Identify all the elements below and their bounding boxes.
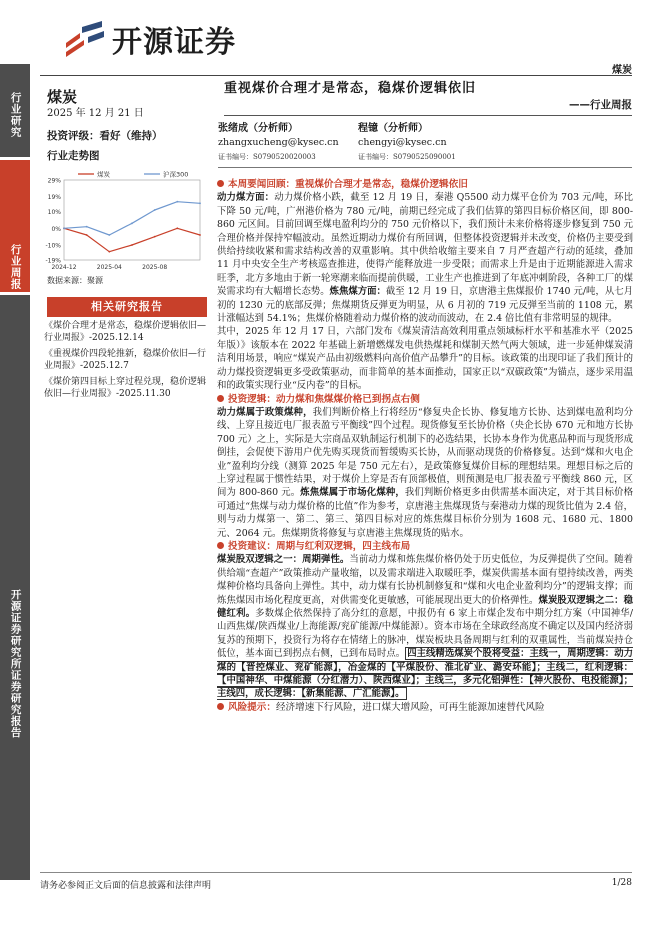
data-point bbox=[108, 234, 110, 236]
risk-text: 经济增速下行风险，进口煤大增风险，可再生能源加速替代风险 bbox=[275, 701, 545, 713]
risk-heading-text: 风险提示： bbox=[228, 701, 276, 713]
bold-lead: 煤炭股双逻辑之二：稳健红利。 bbox=[217, 594, 633, 619]
report-body bbox=[217, 178, 633, 714]
y-tick-label: 10% bbox=[47, 209, 61, 217]
bullet-icon bbox=[217, 703, 224, 710]
analyst-email[interactable]: zhangxucheng@kysec.cn bbox=[218, 137, 339, 148]
data-point bbox=[63, 227, 65, 229]
analyst-cert: 证书编号：S0790525090001 bbox=[358, 153, 456, 161]
title-divider bbox=[224, 115, 632, 116]
logo-mark-icon bbox=[62, 19, 106, 59]
analyst-name: 张绪成（分析师） bbox=[218, 123, 298, 134]
data-point bbox=[199, 234, 201, 236]
bold-lead: 煤炭股双逻辑之一：周期弹性。 bbox=[217, 554, 350, 566]
bullet-icon bbox=[217, 180, 224, 187]
x-tick-label: 2025-08 bbox=[142, 264, 168, 271]
paragraph-text: 多数煤企依然保持了高分红的意愿，中报仍有 6 家上市煤企发布中期分红方案（中国神华/山西焦煤/陕西煤业/上海能源/兖矿能源/中煤能源）。资本市场在全球政经高度不确定以及国内经济弱复苏的预期下，投资行为将存在情绪上的脉冲，煤炭板块具备周期与红利的双重属性，当前煤炭持仓低位，基本面已到拐点右侧，已到布局时点。 bbox=[217, 608, 633, 660]
data-point bbox=[199, 202, 201, 204]
highlight-box: 四主线精选煤炭个股将受益：主线一，周期逻辑：动力煤的【晋控煤业、兖矿能源】，冶金煤的【平煤股份、淮北矿业、潞安环能】；主线二，红利逻辑：【中国神华、中煤能源（分红潜力）、陕西煤业】；主线三，多元化铝弹性：【神火股份、电投能源】；主线四，成长逻辑：【新集能源、广汇能源】。 bbox=[217, 648, 633, 700]
paragraph-text: 动力煤价格小跌，截至 12 月 19 日，秦港 Q5500 动力煤平仓价为 703 元/吨，环比下降 50 元/吨，广州港价格为 780 元/吨，前期已经完成了我们估算的第四目标价格区间，即 800-860 元区间。目前回调至煤电盈利均分的 750 元价格以下，我们预计未来价格将逐步修复到 750 元合理价格并保持窄幅波动。虽然近期动力煤价有所回调，但整体投资逻辑并未改变，价格仍主要受到供给持续收紧和需求结构改善的双重影响。其中供给收缩主要来自 7 月严查超产行动的延续，叠加 11 月中央安全生产考核巡查推进，使得产能释放进一步受限；而需求上升是由于近期能源进入需求旺季，北方多地由于新一轮寒潮来临而提前供暖，工业生产也推进到了年底冲刺阶段，各种工厂的煤炭需求均有大幅增长态势。 bbox=[217, 192, 633, 298]
sidebar-label: 行业研究 bbox=[9, 92, 22, 138]
section-heading-text: 本周要闻回顾：重视煤价合理才是常态，稳煤价逻辑依旧 bbox=[228, 179, 468, 190]
trend-chart-title: 行业走势图 bbox=[47, 150, 100, 162]
related-reports-title: 相关研究报告 bbox=[47, 297, 207, 317]
report-date: 2025 年 12 月 21 日 bbox=[47, 108, 144, 119]
data-point bbox=[131, 244, 133, 246]
data-point bbox=[86, 234, 88, 236]
section-heading bbox=[217, 393, 633, 406]
sidebar-label: 开源证券研究所证券研究报告 bbox=[9, 588, 22, 739]
paragraph-text: 当前动力煤和炼焦煤价格仍处于历史低位，为反弹提供了空间。随着供给端“查超产”政策推动产量收缩，以及需求端进入取暖旺季，煤炭供需基本面有望持续改善，两类煤种价格均具备向上弹性。其中，动力煤有长协机制修复和“煤和火电企业盈利均分”的逻辑支撑；而炼焦煤因市场化程度更高，对供需变化更敏感，可能展现出更大的价格弹性。 bbox=[217, 554, 633, 606]
sidebar-industry-research bbox=[0, 64, 30, 157]
plot-frame bbox=[64, 180, 200, 260]
paragraph-text: 我们判断价格更多由供需基本面决定，对于其目标价格可通过“焦煤与动力煤价格的比值”作为参考，京唐港主焦煤现货与秦港动力煤的现货比值为 2.4 倍，则与动力煤第一、第二、第三、第四目标对应的炼焦煤目标价分别为 1608 元、1680 元、1800 元、2064 元。焦煤期货将修复与京唐港主焦煤现货的贴水。 bbox=[217, 487, 633, 539]
trend-chart-svg bbox=[40, 168, 206, 274]
section-heading bbox=[217, 540, 633, 553]
series-line-coal bbox=[64, 228, 200, 251]
chart-source: 数据来源：聚源 bbox=[47, 276, 103, 285]
sidebar-weekly bbox=[0, 160, 30, 292]
y-tick-label: 19% bbox=[47, 194, 61, 202]
bold-lead: 动力煤属于政策煤种， bbox=[217, 406, 313, 418]
related-report-item[interactable]: 《煤价合理才是常态，稳煤价逻辑依旧—行业周报》-2025.12.14 bbox=[44, 321, 207, 343]
y-tick-label: -10% bbox=[45, 242, 61, 250]
y-tick-label: -19% bbox=[45, 257, 61, 265]
data-point bbox=[131, 222, 133, 224]
analyst-email[interactable]: chengyi@kysec.cn bbox=[358, 137, 447, 148]
data-point bbox=[154, 209, 156, 211]
report-title: 重视煤价合理才是常态，稳煤价逻辑依旧 bbox=[224, 81, 477, 96]
investment-rating: 投资评级：看好（维持） bbox=[47, 130, 163, 142]
trend-chart bbox=[40, 168, 206, 288]
related-reports-list bbox=[44, 320, 210, 404]
analyst-card bbox=[218, 122, 339, 164]
header-category: 煤炭 bbox=[612, 65, 632, 76]
data-point bbox=[86, 226, 88, 228]
sidebar-label: 行业周报 bbox=[9, 244, 22, 290]
footer-divider bbox=[40, 872, 632, 873]
industry-title: 煤炭 bbox=[47, 88, 78, 106]
data-point bbox=[154, 236, 156, 238]
legend-label: 沪深300 bbox=[163, 170, 189, 179]
paragraph bbox=[217, 553, 633, 700]
paragraph-text: 我们判断价格上行将经历“修复央企长协、修复地方长协、达到煤电盈利均分线、上穿且接近电厂报表盈亏平衡线”四个过程。现货修复至长协价格（央企长协 670 元和地方长协 700 元）之上，实际是大宗商品双轨制运行机制下的必选结果，长协本身作为优惠品种而与现货形成倒挂，会促使下游用户优先购买现货而暂缓购买长协，从而驱动现货的价格修复。达到“煤和火电企业”盈利均分线（测算 2025 年是 750 元左右），是政策修复煤价目标的理想结果。理想目标之后的上穿过程属于惯性结果，对于煤价上穿是否有顶部极值，则预测是电厂报表盈亏平衡线 860 元，区间为 800-860 元。 bbox=[217, 406, 633, 499]
legend-label: 煤炭 bbox=[97, 170, 110, 179]
related-report-item[interactable]: 《煤价第四目标上穿过程兑现，稳价逻辑依旧—行业周报》-2025.11.30 bbox=[44, 377, 207, 399]
analyst-name: 程镱（分析师） bbox=[358, 123, 428, 134]
data-point bbox=[176, 201, 178, 203]
logo-text: 开源证券 bbox=[112, 25, 236, 60]
page-number: 1/28 bbox=[611, 878, 632, 888]
bullet-icon bbox=[217, 395, 224, 402]
bold-lead: 炼焦煤属于市场化煤种， bbox=[300, 487, 405, 499]
paragraph bbox=[217, 406, 633, 540]
paragraph-text: 截至 12 月 19 日，京唐港主焦煤报价 1740 元/吨，从七月初的 1230 元的底部反弹；焦煤期货反弹更为明显，从 6 月初的 719 元反弹至当前的 1108 元，累计涨幅达到 54.1%；焦煤价格随着动力煤价格的波动而波动，在 2.4 倍比值有非常明显的规律。 bbox=[217, 286, 633, 325]
analyst-divider bbox=[218, 167, 632, 168]
sidebar-securities bbox=[0, 295, 30, 880]
data-point bbox=[108, 251, 110, 253]
related-report-item[interactable]: 《重视煤价四段轮推新，稳煤价依旧—行业周报》-2025.12.7 bbox=[44, 349, 207, 371]
section-heading-text: 投资逻辑：动力煤和焦煤煤价格已到拐点右侧 bbox=[228, 393, 420, 405]
bold-lead: 炼焦煤方面： bbox=[329, 286, 386, 298]
header-divider bbox=[40, 75, 632, 76]
section-heading bbox=[217, 178, 633, 191]
risk-heading bbox=[217, 701, 633, 714]
analyst-cert: 证书编号：S0790520020003 bbox=[218, 153, 316, 161]
y-tick-label: 29% bbox=[47, 177, 61, 185]
bullet-icon bbox=[217, 542, 224, 549]
y-tick-label: 0% bbox=[51, 225, 61, 233]
paragraph: 其中，2025 年 12 月 17 日，六部门发布《煤炭清洁高效利用重点领域标杆水平和基准水平（2025 年版）》该版本在 2022 年基础上新增燃煤发电供热煤耗和煤制天然气两大领域，进一步延伸煤炭清洁利用场景，响应“煤炭产品由初级燃料向高价值产品攀升”的目标。该政策的出现印证了我们预计的动力煤投资逻辑更多受政策驱动，而非简单的基本面推动，国家正以“双碳政策”为锚点，逐步采用温和的政策实现行业“反内卷”的目标。 bbox=[217, 326, 633, 392]
x-tick-label: 2025-04 bbox=[96, 264, 122, 271]
data-point bbox=[176, 227, 178, 229]
footer-disclaimer: 请务必参阅正文后面的信息披露和法律声明 bbox=[40, 881, 212, 891]
analyst-card bbox=[358, 122, 456, 164]
x-tick-label: 2024-12 bbox=[51, 264, 77, 271]
company-logo bbox=[62, 17, 236, 61]
report-type: ——行业周报 bbox=[569, 99, 632, 111]
series-line-hs300 bbox=[64, 202, 200, 235]
paragraph bbox=[217, 191, 633, 325]
bold-lead: 动力煤方面： bbox=[217, 192, 275, 204]
section-heading-text: 投资建议：周期与红利双逻辑，四主线布局 bbox=[228, 540, 411, 552]
